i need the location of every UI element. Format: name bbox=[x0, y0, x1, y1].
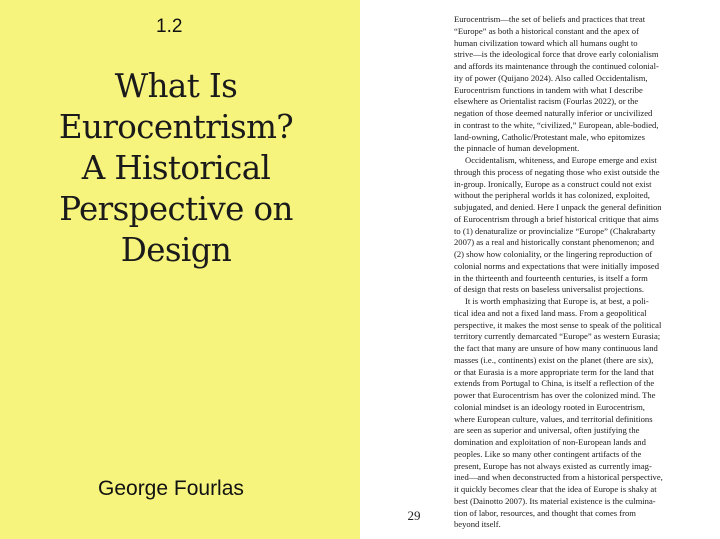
title-line: What Is bbox=[114, 67, 238, 105]
text-line: power that Eurocentrism has over the colonized mind. The bbox=[454, 390, 656, 400]
text-line: or that Eurasia is a more appropriate term for the land that bbox=[454, 366, 654, 377]
text-line: in the thirteenth and fourteenth centuries, is itself a form bbox=[454, 272, 648, 283]
text-line: perspective, it makes the most sense to speak of the political bbox=[454, 319, 662, 330]
text-line: human civilization toward which all humans ought to bbox=[454, 37, 638, 48]
text-line: negation of those deemed naturally inferior or uncivilized bbox=[454, 108, 653, 118]
text-line: Eurocentrism—the set of beliefs and practices that treat bbox=[454, 14, 646, 24]
text-line: domination and exploitation of non-European lands and bbox=[454, 437, 646, 447]
text-line: colonial mindset is an ideology rooted in Eurocentrism, bbox=[454, 401, 645, 412]
text-line: (2) show how coloniality, or the lingering reproduction of bbox=[454, 249, 653, 259]
text-line: masses (i.e., continents) exist on the planet (there are six), bbox=[454, 354, 654, 365]
text-line: where European culture, values, and territorial definitions bbox=[454, 413, 653, 424]
text-line: elsewhere as Orientalist racism (Fourlas 2022), or the bbox=[454, 96, 639, 107]
text-line: Eurocentrism functions in tandem with what I describe bbox=[454, 84, 643, 95]
text-line: It is worth emphasizing that Europe is, at best, a poli- bbox=[465, 296, 649, 306]
text-line: tical idea and not a fixed land mass. From a geopolitical bbox=[454, 307, 647, 318]
chapter-title bbox=[40, 66, 312, 271]
text-line: of design that rests on baseless universalist projections. bbox=[454, 284, 644, 295]
text-line: in-group. Ironically, Europe as a construct could not exist bbox=[454, 178, 652, 189]
text-line: are seen as superior and universal, often justifying the bbox=[454, 425, 640, 436]
text-line: land-owning, Catholic/Protestant male, who epitomizes bbox=[454, 131, 645, 142]
text-line: strive—is the ideological force that drove early colonialism bbox=[454, 49, 659, 60]
title-line: Perspective on bbox=[59, 190, 293, 228]
body-text bbox=[454, 14, 698, 531]
text-line: Occidentalism, whiteness, and Europe emerge and exist bbox=[465, 155, 657, 165]
page-number: 29 bbox=[407, 508, 421, 523]
text-line: it quickly becomes clear that the idea of Europe is shaky at bbox=[454, 484, 657, 494]
text-line: best (Dainotto 2007). Its material existence is the culmina- bbox=[454, 495, 656, 506]
text-line: in contrast to the white, “civilized,” European, able-bodied, bbox=[454, 119, 659, 130]
text-line: present, Europe has not always existed as currently imag- bbox=[454, 460, 652, 471]
text-line: ity of power (Quijano 2024). Also called Occidentalism, bbox=[454, 72, 648, 83]
text-line: through this process of negating those who exist outside the bbox=[454, 166, 660, 177]
text-line: and affords its maintenance through the continued colonial- bbox=[454, 61, 659, 71]
right-page bbox=[360, 0, 720, 539]
text-line: extends from Portugal to China, is itself a reflection of the bbox=[454, 378, 655, 389]
text-line: “Europe” as both a historical constant and the apex of bbox=[454, 25, 639, 36]
chapter-number: 1.2 bbox=[156, 16, 183, 37]
title-line: Design bbox=[120, 231, 232, 269]
text-line: tion of labor, resources, and thought that comes from bbox=[454, 507, 636, 518]
text-line: 2007) as a real and historically constant phenomenon; and bbox=[454, 237, 654, 248]
text-line: to (1) denaturalize or provincialize “Europe” (Chakrabarty bbox=[454, 225, 656, 236]
text-line: without the peripheral worlds it has colonized, exploited, bbox=[454, 190, 650, 201]
text-line: beyond itself. bbox=[454, 519, 501, 530]
text-line: subjugated, and denied. Here I unpack the general definition bbox=[454, 202, 662, 212]
text-line: the fact that many are unsure of how many continuous land bbox=[454, 343, 658, 353]
text-line: of Eurocentrism through a brief historical critique that aims bbox=[454, 213, 659, 224]
text-line: colonial norms and expectations that were initially imposed bbox=[454, 260, 660, 271]
text-line: the pinnacle of human development. bbox=[454, 143, 580, 154]
text-line: ined—and when deconstructed from a historical perspective, bbox=[454, 472, 663, 483]
author-name: George Fourlas bbox=[98, 477, 244, 500]
text-line: territory currently demarcated “Europe” as western Eurasia; bbox=[454, 331, 661, 342]
title-line: Eurocentrism? bbox=[58, 108, 294, 146]
title-line: A Historical bbox=[81, 149, 271, 187]
text-line: peoples. Like so many other contingent artifacts of the bbox=[454, 448, 642, 459]
